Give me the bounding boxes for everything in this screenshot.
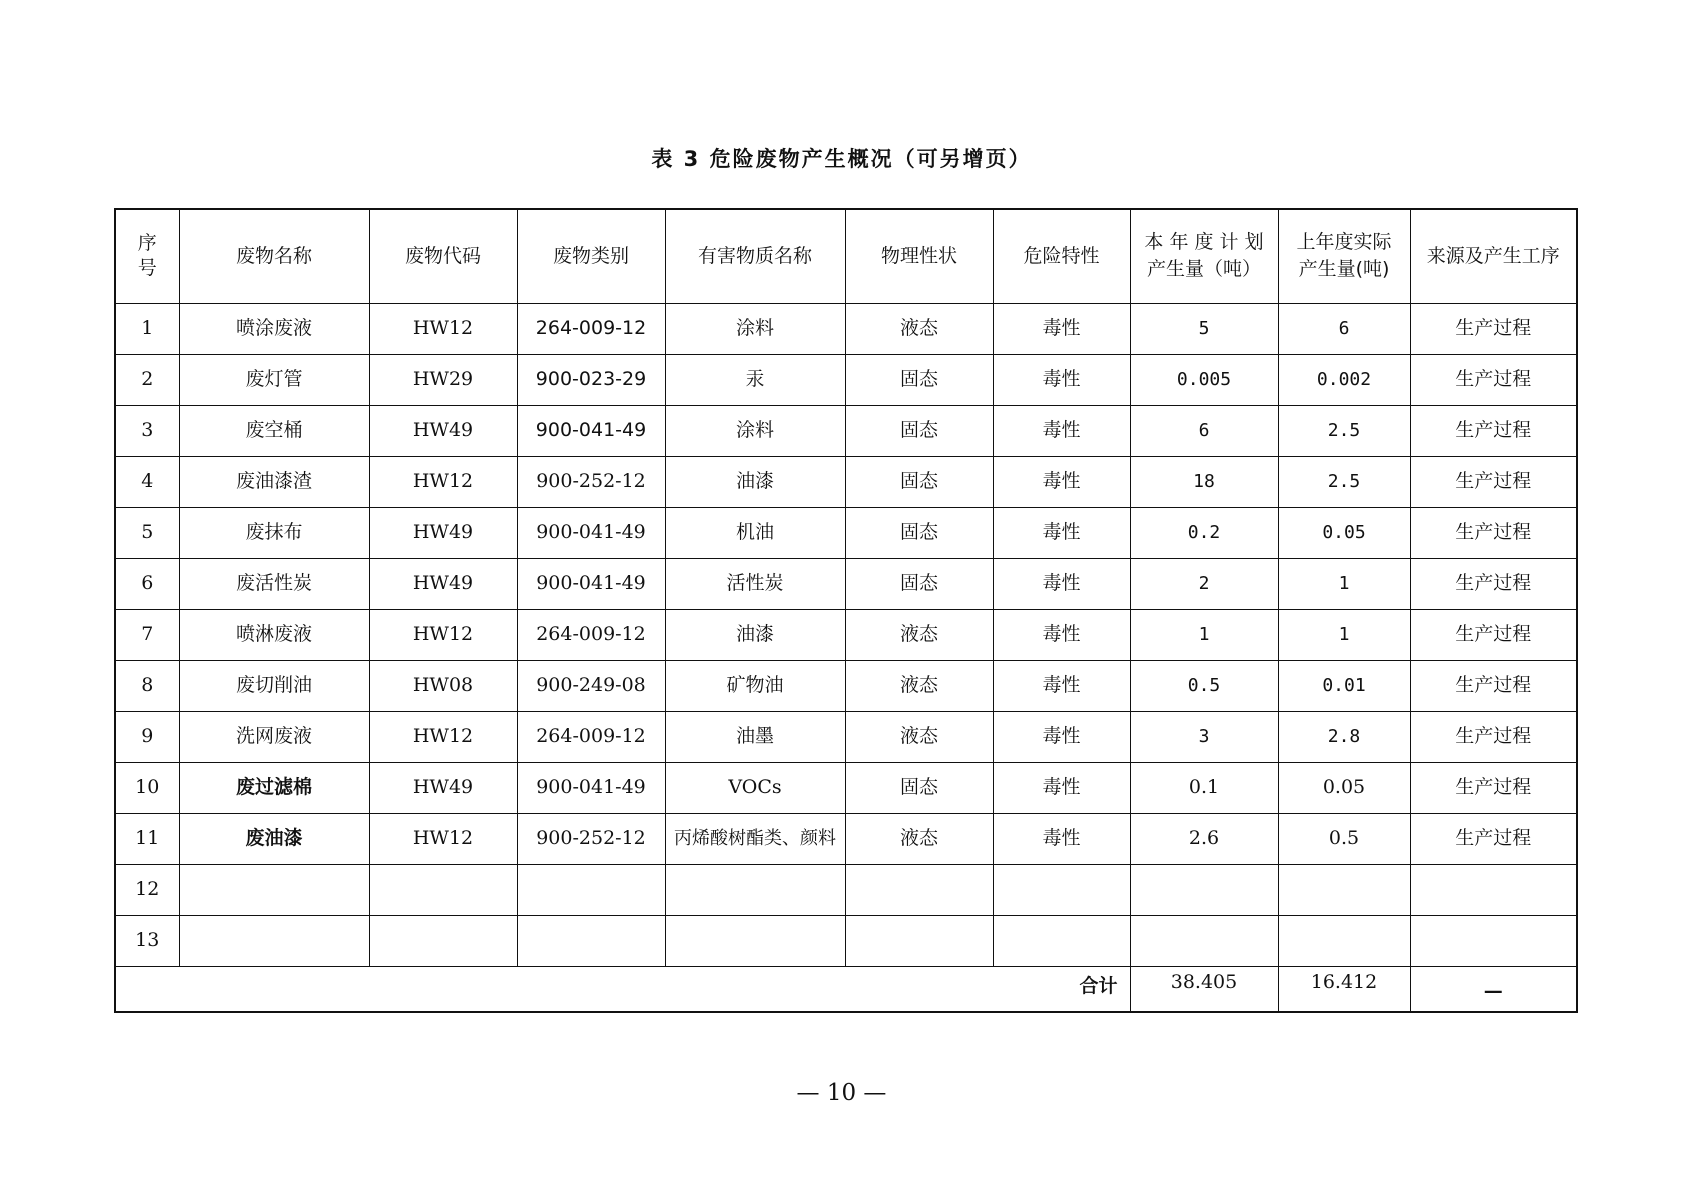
cell-state: 固态: [845, 558, 993, 609]
cell-planned-amount: 5: [1130, 303, 1278, 354]
cell-source: 生产过程: [1410, 303, 1577, 354]
cell-seq: 12: [115, 864, 179, 915]
cell-hazard: 毒性: [993, 711, 1130, 762]
cell-waste-category: 900-252-12: [517, 813, 665, 864]
total-label: 合计: [115, 966, 1130, 1012]
cell-source: 生产过程: [1410, 813, 1577, 864]
table-row: [115, 456, 1577, 507]
cell-waste-code: HW12: [369, 813, 517, 864]
header-actual-amount-line1: 上年度实际: [1296, 231, 1392, 254]
cell-planned-amount: 0.2: [1130, 507, 1278, 558]
cell-waste-code: [369, 864, 517, 915]
page-title: 表 3 危险废物产生概况（可另增页）: [651, 147, 1032, 171]
cell-waste-name: 废过滤棉: [179, 762, 369, 813]
total-row: [115, 966, 1577, 1012]
cell-actual-amount: 2.5: [1278, 456, 1410, 507]
cell-hazard: 毒性: [993, 558, 1130, 609]
cell-state: 固态: [845, 456, 993, 507]
cell-seq: 11: [115, 813, 179, 864]
cell-waste-name: 废活性炭: [179, 558, 369, 609]
cell-actual-amount: 2.8: [1278, 711, 1410, 762]
cell-waste-category: 900-249-08: [517, 660, 665, 711]
cell-waste-name: [179, 915, 369, 966]
cell-source: 生产过程: [1410, 711, 1577, 762]
cell-source: 生产过程: [1410, 405, 1577, 456]
cell-actual-amount: [1278, 864, 1410, 915]
cell-waste-code: HW12: [369, 456, 517, 507]
cell-planned-amount: [1130, 864, 1278, 915]
table-row: [115, 711, 1577, 762]
header-seq-line1: 序: [137, 232, 157, 255]
table-row: [115, 915, 1577, 966]
cell-waste-code: HW49: [369, 405, 517, 456]
cell-seq: 9: [115, 711, 179, 762]
cell-substance: 油墨: [665, 711, 845, 762]
cell-hazard: 毒性: [993, 813, 1130, 864]
header-planned-amount: [1130, 209, 1278, 303]
total-source: —: [1410, 966, 1577, 1012]
cell-planned-amount: 0.1: [1130, 762, 1278, 813]
cell-hazard: 毒性: [993, 660, 1130, 711]
cell-actual-amount: [1278, 915, 1410, 966]
cell-seq: 8: [115, 660, 179, 711]
cell-state: 固态: [845, 354, 993, 405]
cell-waste-category: 264-009-12: [517, 609, 665, 660]
cell-substance: [665, 915, 845, 966]
table-row: [115, 813, 1577, 864]
cell-waste-category: [517, 915, 665, 966]
cell-hazard: 毒性: [993, 354, 1130, 405]
cell-hazard: 毒性: [993, 456, 1130, 507]
cell-planned-amount: 0.5: [1130, 660, 1278, 711]
cell-waste-code: HW12: [369, 609, 517, 660]
header-waste-code: 废物代码: [369, 209, 517, 303]
cell-planned-amount: 2: [1130, 558, 1278, 609]
header-seq: [115, 209, 179, 303]
cell-actual-amount: 0.5: [1278, 813, 1410, 864]
cell-source: 生产过程: [1410, 609, 1577, 660]
header-actual-amount: [1278, 209, 1410, 303]
table-row: [115, 507, 1577, 558]
cell-state: 液态: [845, 303, 993, 354]
cell-actual-amount: 6: [1278, 303, 1410, 354]
cell-source: [1410, 915, 1577, 966]
cell-waste-name: 废灯管: [179, 354, 369, 405]
cell-state: 液态: [845, 711, 993, 762]
header-source-process: 来源及产生工序: [1410, 209, 1577, 303]
cell-substance: 机油: [665, 507, 845, 558]
table-header-row: [115, 209, 1577, 303]
cell-source: 生产过程: [1410, 456, 1577, 507]
cell-source: 生产过程: [1410, 354, 1577, 405]
cell-source: 生产过程: [1410, 762, 1577, 813]
cell-waste-category: 900-041-49: [517, 507, 665, 558]
cell-substance: 涂料: [665, 303, 845, 354]
cell-state: 液态: [845, 813, 993, 864]
cell-waste-name: [179, 864, 369, 915]
cell-waste-category: 900-023-29: [517, 354, 665, 405]
cell-hazard: [993, 864, 1130, 915]
cell-state: [845, 915, 993, 966]
header-waste-name: 废物名称: [179, 209, 369, 303]
header-hazardous-substance: 有害物质名称: [665, 209, 845, 303]
cell-waste-name: 废油漆渣: [179, 456, 369, 507]
cell-hazard: [993, 915, 1130, 966]
cell-waste-code: HW08: [369, 660, 517, 711]
cell-waste-name: 喷淋废液: [179, 609, 369, 660]
cell-waste-category: 900-041-49: [517, 558, 665, 609]
table-row: [115, 762, 1577, 813]
cell-seq: 1: [115, 303, 179, 354]
cell-planned-amount: 6: [1130, 405, 1278, 456]
cell-state: 固态: [845, 762, 993, 813]
cell-substance: 矿物油: [665, 660, 845, 711]
cell-source: 生产过程: [1410, 507, 1577, 558]
cell-actual-amount: 0.05: [1278, 507, 1410, 558]
cell-substance: 油漆: [665, 609, 845, 660]
cell-waste-code: HW49: [369, 507, 517, 558]
cell-hazard: 毒性: [993, 405, 1130, 456]
cell-seq: 7: [115, 609, 179, 660]
cell-waste-category: [517, 864, 665, 915]
cell-waste-code: HW12: [369, 303, 517, 354]
hazardous-waste-table: [114, 208, 1578, 1013]
table-row: [115, 558, 1577, 609]
cell-actual-amount: 2.5: [1278, 405, 1410, 456]
cell-actual-amount: 1: [1278, 609, 1410, 660]
total-planned-amount: 38.405: [1130, 966, 1278, 1012]
header-planned-amount-line2: 产生量（吨）: [1146, 258, 1261, 281]
cell-substance: 丙烯酸树酯类、颜料: [665, 813, 845, 864]
cell-actual-amount: 0.002: [1278, 354, 1410, 405]
cell-state: 液态: [845, 609, 993, 660]
cell-hazard: 毒性: [993, 762, 1130, 813]
cell-hazard: 毒性: [993, 507, 1130, 558]
cell-actual-amount: 1: [1278, 558, 1410, 609]
cell-planned-amount: 2.6: [1130, 813, 1278, 864]
cell-seq: 10: [115, 762, 179, 813]
header-hazard-property: 危险特性: [993, 209, 1130, 303]
cell-waste-category: 900-252-12: [517, 456, 665, 507]
cell-actual-amount: 0.05: [1278, 762, 1410, 813]
cell-source: 生产过程: [1410, 660, 1577, 711]
cell-source: 生产过程: [1410, 558, 1577, 609]
cell-source: [1410, 864, 1577, 915]
cell-waste-code: HW49: [369, 558, 517, 609]
page-number: — 10 —: [796, 1080, 887, 1106]
cell-state: 固态: [845, 507, 993, 558]
cell-planned-amount: 18: [1130, 456, 1278, 507]
cell-substance: VOCs: [665, 762, 845, 813]
cell-waste-code: HW49: [369, 762, 517, 813]
cell-substance: 油漆: [665, 456, 845, 507]
cell-waste-name: 废空桶: [179, 405, 369, 456]
cell-actual-amount: 0.01: [1278, 660, 1410, 711]
cell-waste-category: 264-009-12: [517, 303, 665, 354]
table-row: [115, 609, 1577, 660]
cell-waste-name: 废抹布: [179, 507, 369, 558]
cell-waste-name: 喷涂废液: [179, 303, 369, 354]
cell-substance: 涂料: [665, 405, 845, 456]
table-row: [115, 660, 1577, 711]
cell-waste-category: 900-041-49: [517, 405, 665, 456]
table-row: [115, 405, 1577, 456]
cell-waste-code: HW29: [369, 354, 517, 405]
cell-hazard: 毒性: [993, 609, 1130, 660]
cell-seq: 2: [115, 354, 179, 405]
header-planned-amount-line1: 本 年 度 计 划: [1144, 231, 1264, 254]
cell-planned-amount: [1130, 915, 1278, 966]
cell-substance: 活性炭: [665, 558, 845, 609]
header-physical-state: 物理性状: [845, 209, 993, 303]
cell-waste-name: 废油漆: [179, 813, 369, 864]
cell-seq: 13: [115, 915, 179, 966]
cell-substance: [665, 864, 845, 915]
cell-planned-amount: 0.005: [1130, 354, 1278, 405]
cell-waste-category: 264-009-12: [517, 711, 665, 762]
cell-planned-amount: 3: [1130, 711, 1278, 762]
table-row: [115, 354, 1577, 405]
cell-waste-name: 废切削油: [179, 660, 369, 711]
header-actual-amount-line2: 产生量(吨): [1298, 258, 1390, 281]
cell-substance: 汞: [665, 354, 845, 405]
cell-state: [845, 864, 993, 915]
cell-waste-category: 900-041-49: [517, 762, 665, 813]
cell-hazard: 毒性: [993, 303, 1130, 354]
cell-seq: 3: [115, 405, 179, 456]
header-waste-category: 废物类别: [517, 209, 665, 303]
cell-state: 液态: [845, 660, 993, 711]
total-actual-amount: 16.412: [1278, 966, 1410, 1012]
cell-waste-code: [369, 915, 517, 966]
cell-seq: 6: [115, 558, 179, 609]
cell-waste-code: HW12: [369, 711, 517, 762]
cell-seq: 5: [115, 507, 179, 558]
header-seq-line2: 号: [137, 257, 157, 280]
cell-seq: 4: [115, 456, 179, 507]
cell-planned-amount: 1: [1130, 609, 1278, 660]
table-row: [115, 864, 1577, 915]
table-row: [115, 303, 1577, 354]
cell-state: 固态: [845, 405, 993, 456]
cell-waste-name: 洗网废液: [179, 711, 369, 762]
